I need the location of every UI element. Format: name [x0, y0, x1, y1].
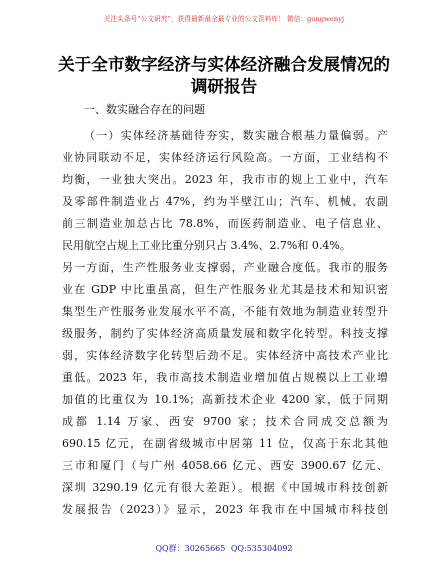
- body-line: 加值的比重仅为 10.1%；高新技术企业 4200 家，低于同期: [62, 393, 388, 406]
- document-title: [40, 54, 408, 98]
- body-line: 成都 1.14 万家、西安 9700 家；技术合同成交总额为: [62, 415, 388, 428]
- section-heading: 一、数实融合存在的问题: [84, 103, 205, 116]
- body-line: 深圳 3290.19 亿元有很大差距）。根据《中国城市科技创新: [62, 481, 388, 494]
- body-line: 另一方面，生产性服务业支撑弱，产业融合度低。我市的服务: [62, 261, 388, 274]
- body-line: 民用航空占规上工业比重分别只占 3.4%、2.7%和 0.4%。: [62, 239, 351, 252]
- footer-contact-note: QQ群：30265665 QQ:535304092: [155, 544, 293, 553]
- title-line-2: 调研报告: [190, 77, 258, 96]
- body-line: 均衡，一业独大突出。2023 年，我市市的规上工业中，汽车: [62, 173, 388, 186]
- body-line: 弱，实体经济数字化转型后劲不足。实体经济中高技术产业比: [62, 349, 388, 362]
- body-line: 级服务，制约了实体经济高质量发展和数字化转型。科技支撑: [62, 327, 388, 340]
- body-line: 发展报告（2023）》显示，2023 年我市在中国城市科技创: [62, 503, 388, 516]
- header-promo-note: [0, 13, 448, 23]
- body-line: 前三制造业加总占比 78.8%，而医药制造业、电子信息业、: [62, 217, 388, 230]
- body-line: （一）实体经济基础待夯实，数实融合根基力量偏弱。产: [84, 129, 388, 142]
- body-line: 及零部件制造业占 47%，约为半壁江山；汽车、机械、农副: [62, 195, 388, 208]
- body-line: 三市和厦门（与广州 4058.66 亿元、西安 3900.67 亿元、: [62, 459, 388, 472]
- body-line: 集型生产性服务业发展水平不高，不能有效地为制造业转型升: [62, 305, 388, 318]
- header-promo-text: 关注头条号“公文研究”，获得最新最全最专业的公文资料库！ 微信：gongwenyj: [103, 15, 345, 23]
- body-line: 重低。2023 年，我市高技术制造业增加值占规模以上工业增: [62, 371, 388, 384]
- body-line: 690.15 亿元，在副省级城市中居第 11 位，仅高于东北其他: [62, 437, 388, 450]
- body-line: 业在 GDP 中比重虽高，但生产性服务业尤其是技术和知识密: [62, 283, 388, 296]
- body-text: [62, 125, 388, 521]
- title-line-1: 关于全市数字经济与实体经济融合发展情况的: [58, 55, 390, 74]
- body-line: 业协同联动不足，实体经济运行风险高。一方面，工业结构不: [62, 151, 388, 164]
